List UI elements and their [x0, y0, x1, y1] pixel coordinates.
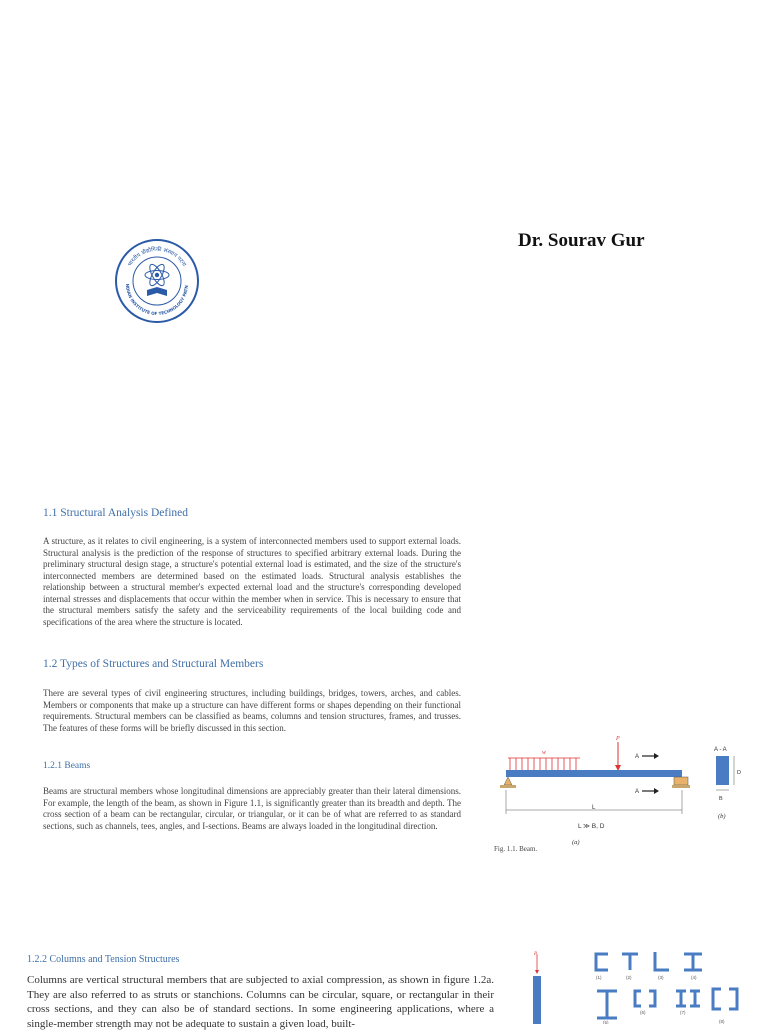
section-label: (4)	[691, 975, 697, 980]
section-label: (5)	[603, 1020, 609, 1024]
depth-label: D	[737, 770, 741, 776]
subfig-b-label: (b)	[718, 813, 726, 820]
section-body-1-2-1: Beams are structural members whose longitudinal dimensions are appreciably greater than their lateral dimensions. For example, the length of the beam, as shown in Figure 1.1, is significantly greater than its breadth and depth. The cross section of a beam can be rectangular, circular, or triangular, or it can be of what are referred to as standard sections, such as channels, tees, angles, and I-sections. Beams are always loaded in the longitudinal direction.	[43, 786, 461, 831]
double-i-section	[676, 991, 700, 1006]
section-a-bottom: A	[635, 789, 640, 795]
section-heading-1-1: 1.1 Structural Analysis Defined	[43, 507, 189, 519]
section-label: (1)	[596, 975, 602, 980]
load-p-label: P	[616, 736, 620, 742]
section-label: (7)	[680, 1010, 686, 1015]
subfig-a-label: (a)	[572, 839, 580, 846]
box-section	[713, 989, 737, 1009]
length-label: L	[592, 805, 596, 811]
section-body-1-2: There are several types of civil engineering structures, including buildings, bridges, towers, arches, and cables. Members or components that make up a structure can have different forms or shapes depending on their functional requirements. Structural members can be classified as beams, columns and tension structures, frames, and trusses. The features of these forms will be briefly discussed in this section.	[43, 688, 461, 733]
load-w-label: w	[542, 750, 547, 756]
i-section	[684, 954, 702, 970]
section-label: (6)	[640, 1010, 646, 1015]
section-a-top: A	[635, 754, 640, 760]
distributed-load-arrows	[508, 758, 580, 770]
seal-text-top: भारतीय प्रौद्योगिकी संस्थान पटना	[127, 246, 187, 268]
column-load-label: P	[534, 952, 538, 957]
cross-section-title: A - A	[714, 747, 727, 753]
angle-section	[655, 952, 669, 970]
built-up-i-section	[597, 991, 617, 1018]
section-heading-1-2-2: 1.2.2 Columns and Tension Structures	[27, 954, 180, 965]
section-label: (8)	[719, 1019, 725, 1024]
section-label: (3)	[658, 975, 664, 980]
right-support	[674, 777, 688, 785]
column-sections-figure	[505, 946, 755, 1024]
section-label: (2)	[626, 975, 632, 980]
ratio-label: L ≫ B, D	[578, 823, 605, 830]
column-member	[533, 976, 541, 1024]
section-heading-1-2-1: 1.2.1 Beams	[43, 761, 91, 771]
breadth-label: B	[719, 796, 723, 802]
institute-seal-icon	[114, 238, 200, 324]
tee-section	[622, 954, 638, 970]
section-body-1-1: A structure, as it relates to civil engineering, is a system of interconnected members used to support external loads. Structural analysis is the prediction of the response of structures to specified arbitrary external loads. During the preliminary structural design stage, a structure's potential external load is estimated, and the size of the structure's interconnected members are determined based on the estimated loads. Structural analysis establishes the relationship between a structural member's expected external load and the structure's corresponding developed internal stresses and displacements that occur within the member when in service. This is necessary to ensure that the structural members satisfy the safety and the serviceability requirements of the local building code and specifications of the area where the structure is located.	[43, 536, 461, 627]
section-body-1-2-2: Columns are vertical structural members that are subjected to axial compression, as shown in figure 1.2a. They are also referred to as struts or stanchions. Columns can be circular, square, or rectangular in their cross sections, and they can also be of standard sections. In some engineering applications, where a single-member strength may not be adequate to sustain a given load, built-	[27, 974, 494, 1030]
cross-section	[716, 756, 729, 785]
beam-figure	[494, 730, 756, 860]
channel-section	[596, 954, 608, 970]
author-name: Dr. Sourav Gur	[518, 230, 645, 251]
figure-caption: Fig. 1.1. Beam.	[494, 845, 538, 853]
section-heading-1-2: 1.2 Types of Structures and Structural Members	[43, 658, 264, 670]
seal-text-bottom: NDIAN INSTITUTE OF TECHNOLOGY PATN	[124, 283, 190, 317]
beam-member	[506, 770, 682, 777]
double-channel-section	[635, 991, 655, 1006]
left-support	[504, 777, 512, 785]
